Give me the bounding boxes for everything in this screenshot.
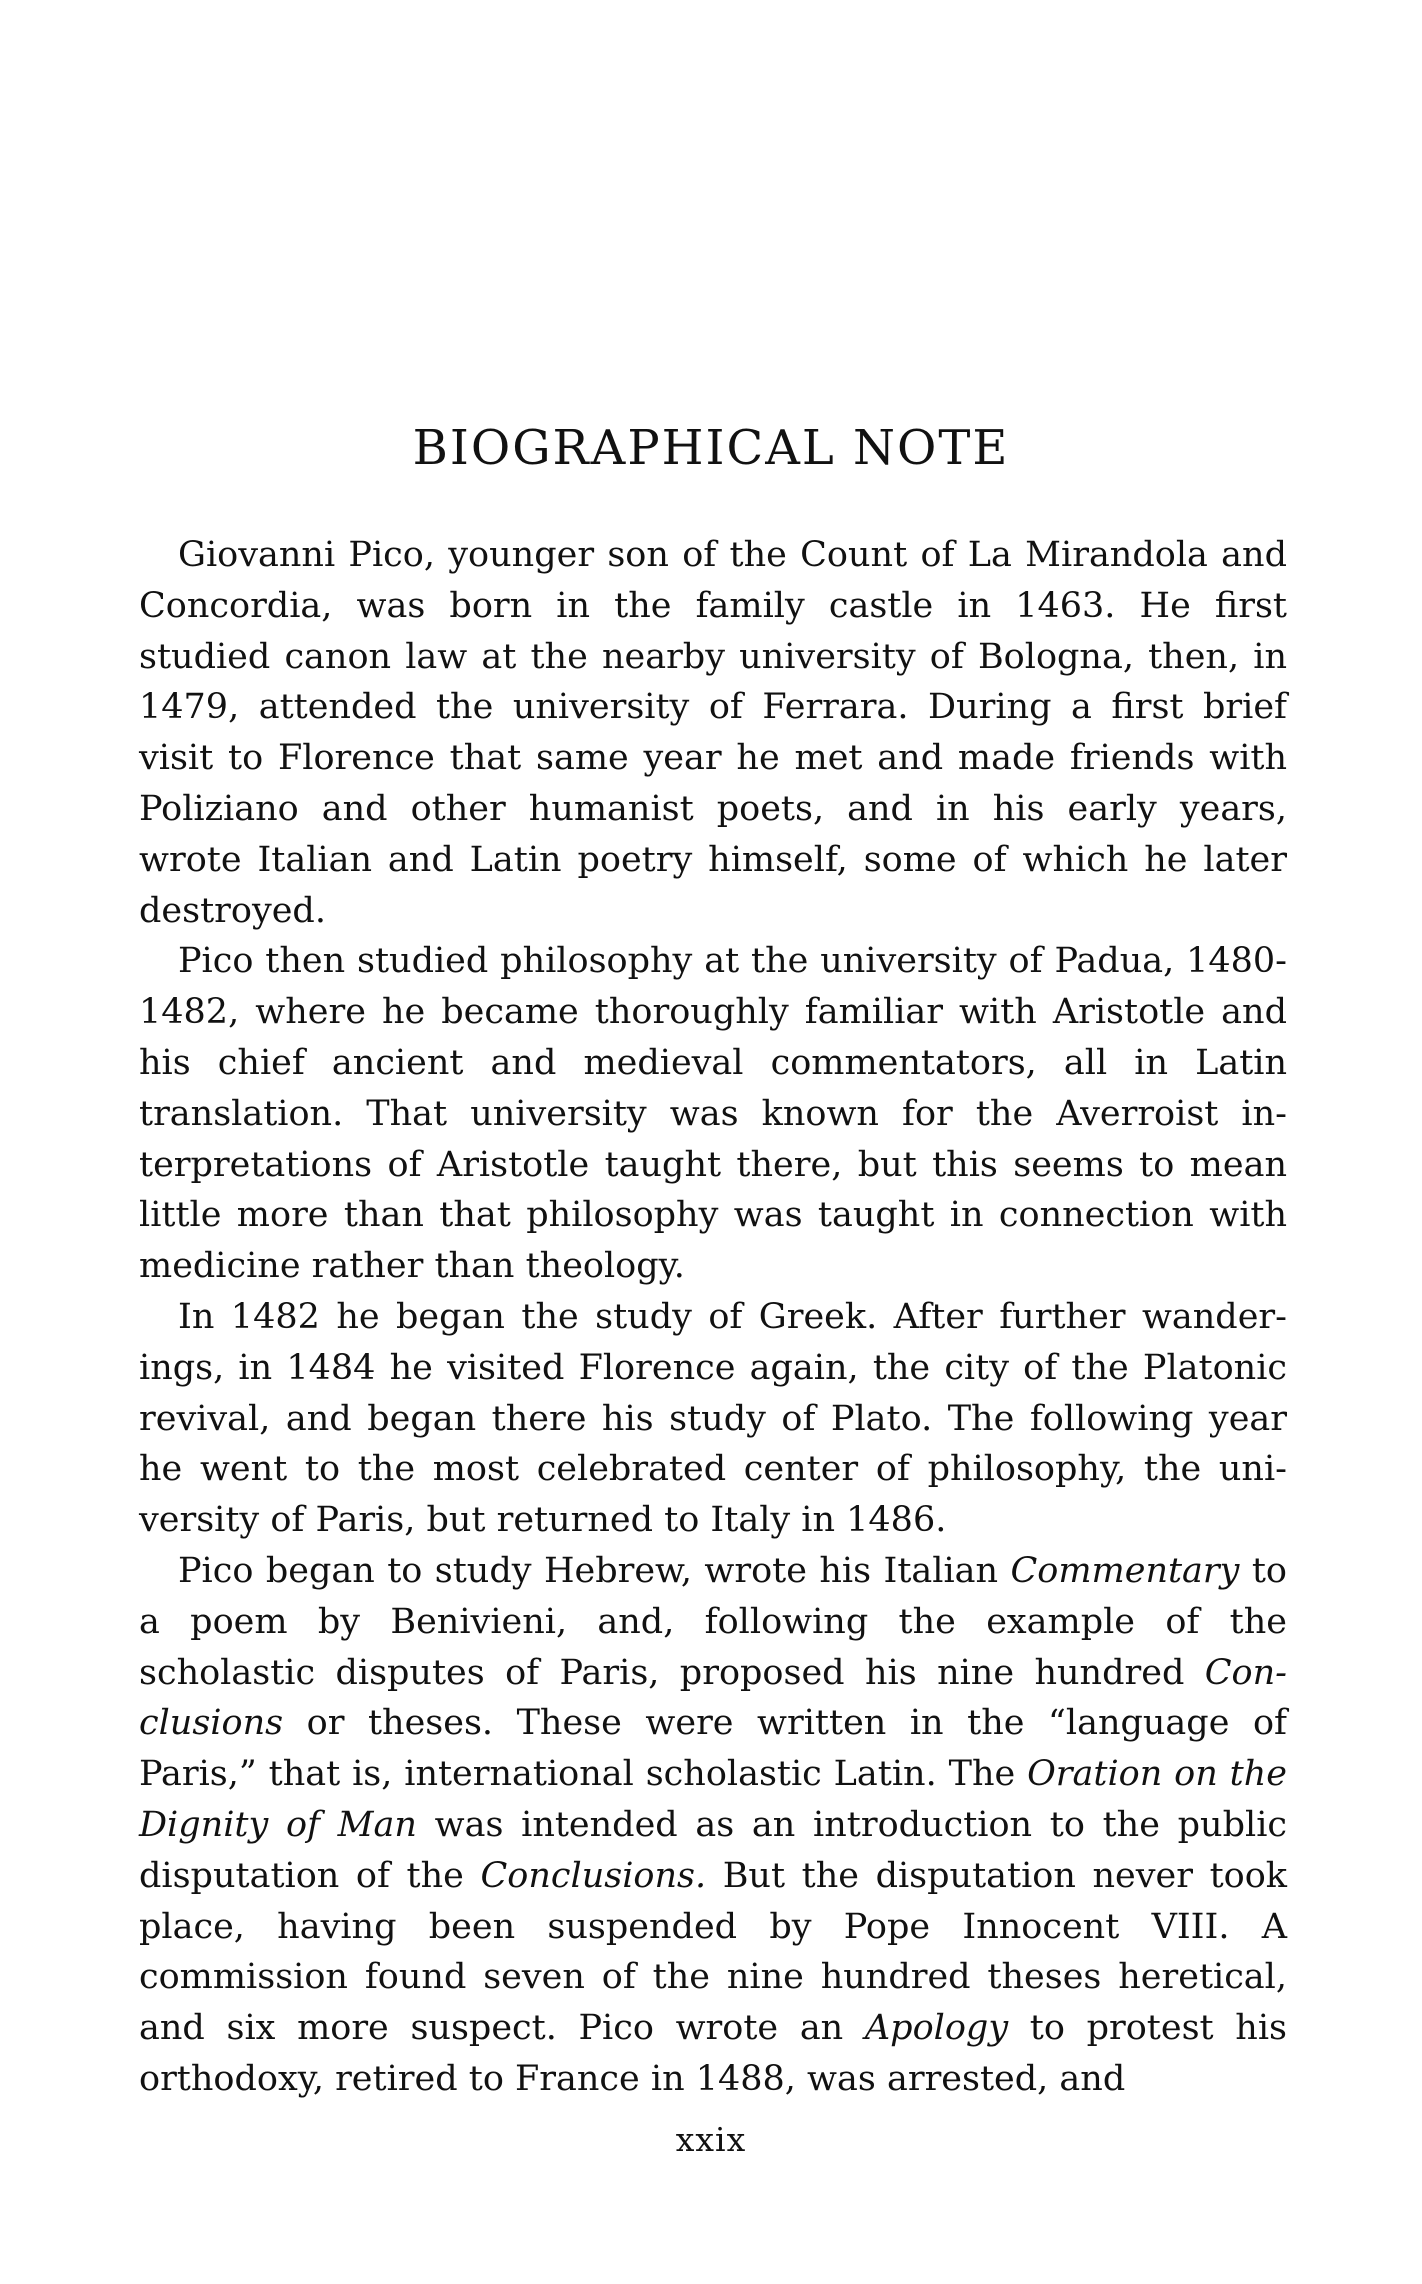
- text-segment: to a poem by Benivieni, and, following the example of the scholastic disputes of Paris, proposed his nine hundred: [139, 1550, 1287, 1693]
- text-segment: But the disputation never took place, having been suspended by Pope Innocent VIII. A commission found seven of the nine hundred theses heretical, and six more suspect. Pico wrote an: [139, 1855, 1287, 2049]
- italic-title-commentary: Commentary: [1010, 1550, 1240, 1591]
- italic-title-conclusions: Conclusions: [139, 1652, 1287, 1744]
- paragraph-1: Giovanni Pico, younger son of the Count of La Mirandola and Concordia, was born in the family castle in 1463. He first studied canon law at the nearby university of Bologna, then, in 1479, attended the university of Ferrara. During a first brief visit to Florence that same year he met and made friends with Poliziano and other humanist poets, and in his early years, wrote Italian and Latin poetry himself, some of which he later destroyed.: [139, 535, 1287, 931]
- text-segment: Pico began to study Hebrew, wrote his Italian: [178, 1550, 1011, 1591]
- body-text: [139, 530, 1287, 2105]
- text-segment: or theses. These were written in the “language of Paris,” that is, international scholastic Latin. The: [139, 1703, 1287, 1795]
- paragraph-3: In 1482 he began the study of Greek. After further wanderings, in 1484 he visited Florence again, the city of the Platonic revival, and began there his study of Plato. The following year he went to the most celebrated center of philosophy, the university of Paris, but returned to Italy in 1486.: [139, 1296, 1287, 1541]
- paragraph-2: Pico then studied philosophy at the university of Padua, 1480-1482, where he became thoroughly familiar with Aristotle and his chief ancient and medieval commentators, all in Latin translation. That university was known for the Averroist interpretations of Aristotle taught there, but this seems to mean little more than that philosophy was taught in connection with medicine rather than theology.: [139, 941, 1287, 1287]
- text-segment: was intended as an introduction to the public disputation of the: [139, 1804, 1287, 1896]
- page-title: BIOGRAPHICAL NOTE: [412, 420, 1010, 476]
- italic-title-apology: Apology: [864, 2008, 1009, 2049]
- italic-title-oration: Oration on the Dignity of Man: [139, 1754, 1287, 1845]
- italic-title-conclusions-2: Conclusions.: [480, 1855, 707, 1896]
- text-segment: to protest his orthodoxy, retired to France in 1488, was arrested, and: [139, 2008, 1287, 2099]
- paragraph-4: [139, 1546, 1287, 2105]
- page-number: xxix: [675, 2120, 747, 2159]
